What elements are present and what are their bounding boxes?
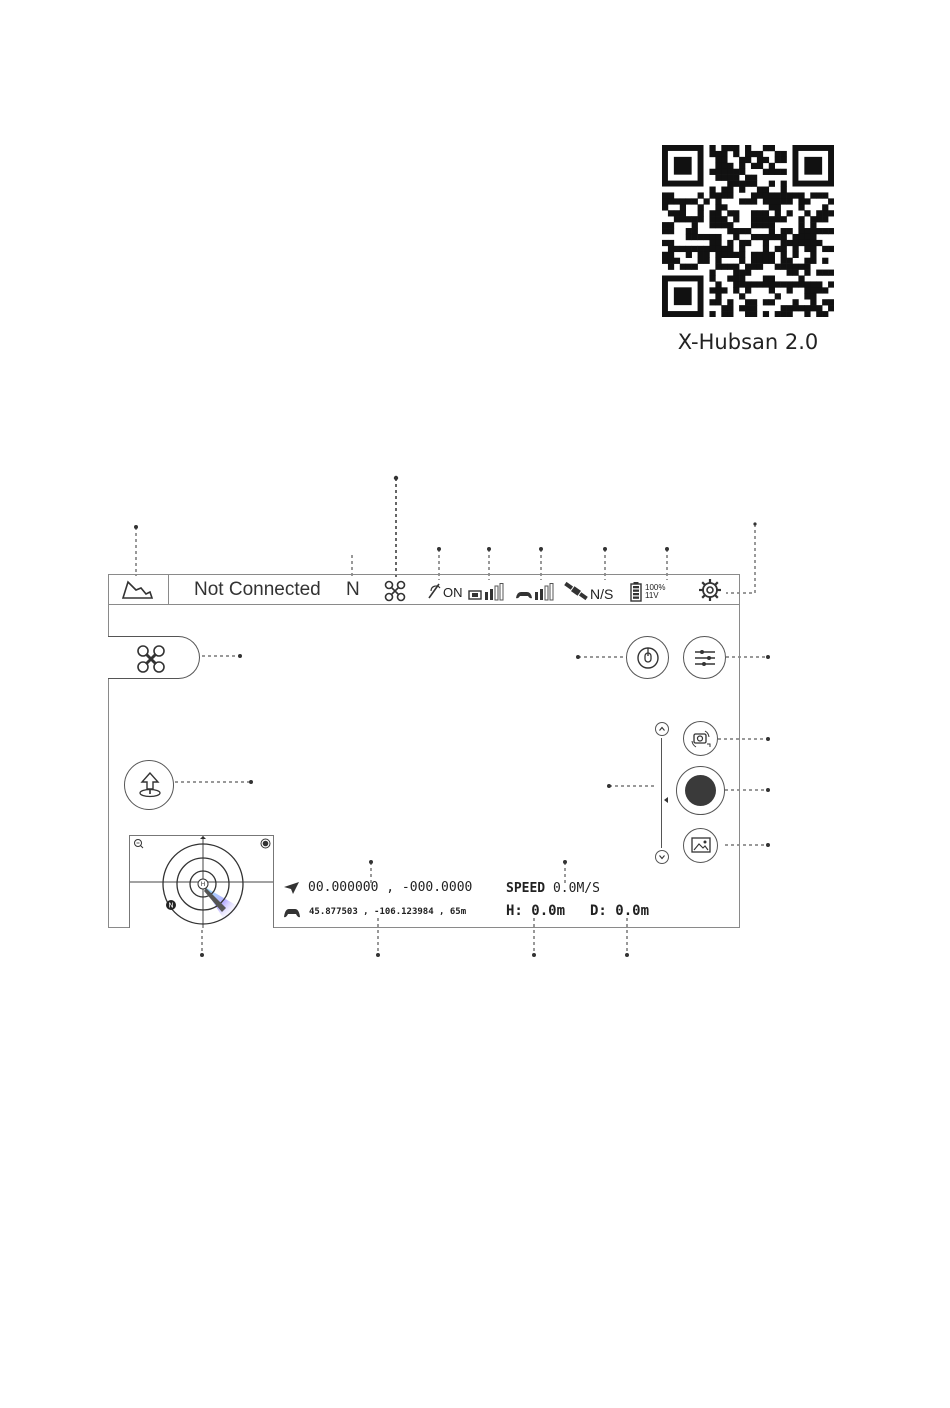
distance-readout: D: 0.0m: [590, 903, 650, 919]
drone-icon: [384, 580, 406, 602]
svg-text:H: H: [200, 881, 206, 888]
takeoff-button[interactable]: [124, 760, 174, 810]
map-mode-icon: [120, 578, 156, 602]
controller-signal-icon: [514, 583, 554, 601]
zoom-down-button[interactable]: [655, 850, 669, 864]
record-icon: [685, 775, 716, 806]
battery-icon: [630, 582, 642, 602]
radar-map: [130, 836, 274, 928]
svg-text:N: N: [168, 901, 174, 910]
satellite-icon: [562, 580, 590, 602]
camera-switch-button[interactable]: [683, 721, 718, 756]
settings-button[interactable]: [698, 578, 722, 602]
aircraft-arrow-icon: [283, 881, 300, 895]
parameters-button[interactable]: [683, 636, 726, 679]
heading-indicator: N: [346, 579, 360, 600]
record-button[interactable]: [676, 766, 725, 815]
height-readout: H: 0.0m: [506, 903, 566, 919]
zoom-slider-handle[interactable]: [664, 797, 668, 803]
zoom-up-button[interactable]: [655, 722, 669, 736]
flight-mode-icon: [135, 643, 167, 675]
camera-switch-icon: [690, 728, 712, 750]
locate-icon[interactable]: [260, 838, 271, 849]
gamepad-icon: [283, 906, 301, 918]
controller-position: [283, 906, 466, 918]
map-mode-button[interactable]: [120, 578, 156, 602]
video-signal-icon: [468, 583, 508, 601]
headless-mode-indicator: [426, 582, 463, 600]
gps-label: N/S: [590, 586, 614, 602]
compass-button[interactable]: [626, 636, 669, 679]
zoom-in-map-icon[interactable]: [133, 838, 144, 849]
speed-readout: [506, 881, 600, 896]
drone-status: [384, 580, 406, 602]
flight-mode-button[interactable]: [108, 636, 200, 679]
aircraft-coords: 00.000000 , -000.0000: [308, 880, 473, 895]
params-icon: [693, 646, 717, 670]
video-signal-indicator: [468, 583, 508, 601]
controller-coords: 45.877503 , -106.123984 , 65m: [309, 907, 467, 917]
battery-percent: 100%: [645, 583, 666, 592]
takeoff-icon: [135, 770, 165, 800]
speed-label: SPEED: [506, 881, 546, 896]
compass-icon: [636, 646, 660, 670]
topbar-divider: [168, 574, 169, 605]
gallery-button[interactable]: [683, 828, 718, 863]
controller-signal-indicator: [514, 583, 554, 601]
gps-indicator: [562, 580, 613, 602]
connection-status: Not Connected: [194, 579, 321, 600]
headless-icon: [426, 582, 442, 600]
aircraft-position: [283, 880, 472, 895]
headless-label: ON: [443, 585, 463, 600]
zoom-down-icon: [656, 851, 668, 863]
settings-icon: [698, 578, 722, 602]
gallery-icon: [691, 837, 711, 855]
speed-value: 0.0M/S: [552, 881, 600, 896]
qr-caption: X-Hubsan 2.0: [677, 330, 819, 354]
zoom-slider-track[interactable]: [661, 738, 662, 848]
minimap[interactable]: [129, 835, 274, 928]
battery-indicator: [630, 582, 665, 602]
battery-voltage: 11V: [645, 591, 659, 600]
zoom-up-icon: [656, 723, 668, 735]
